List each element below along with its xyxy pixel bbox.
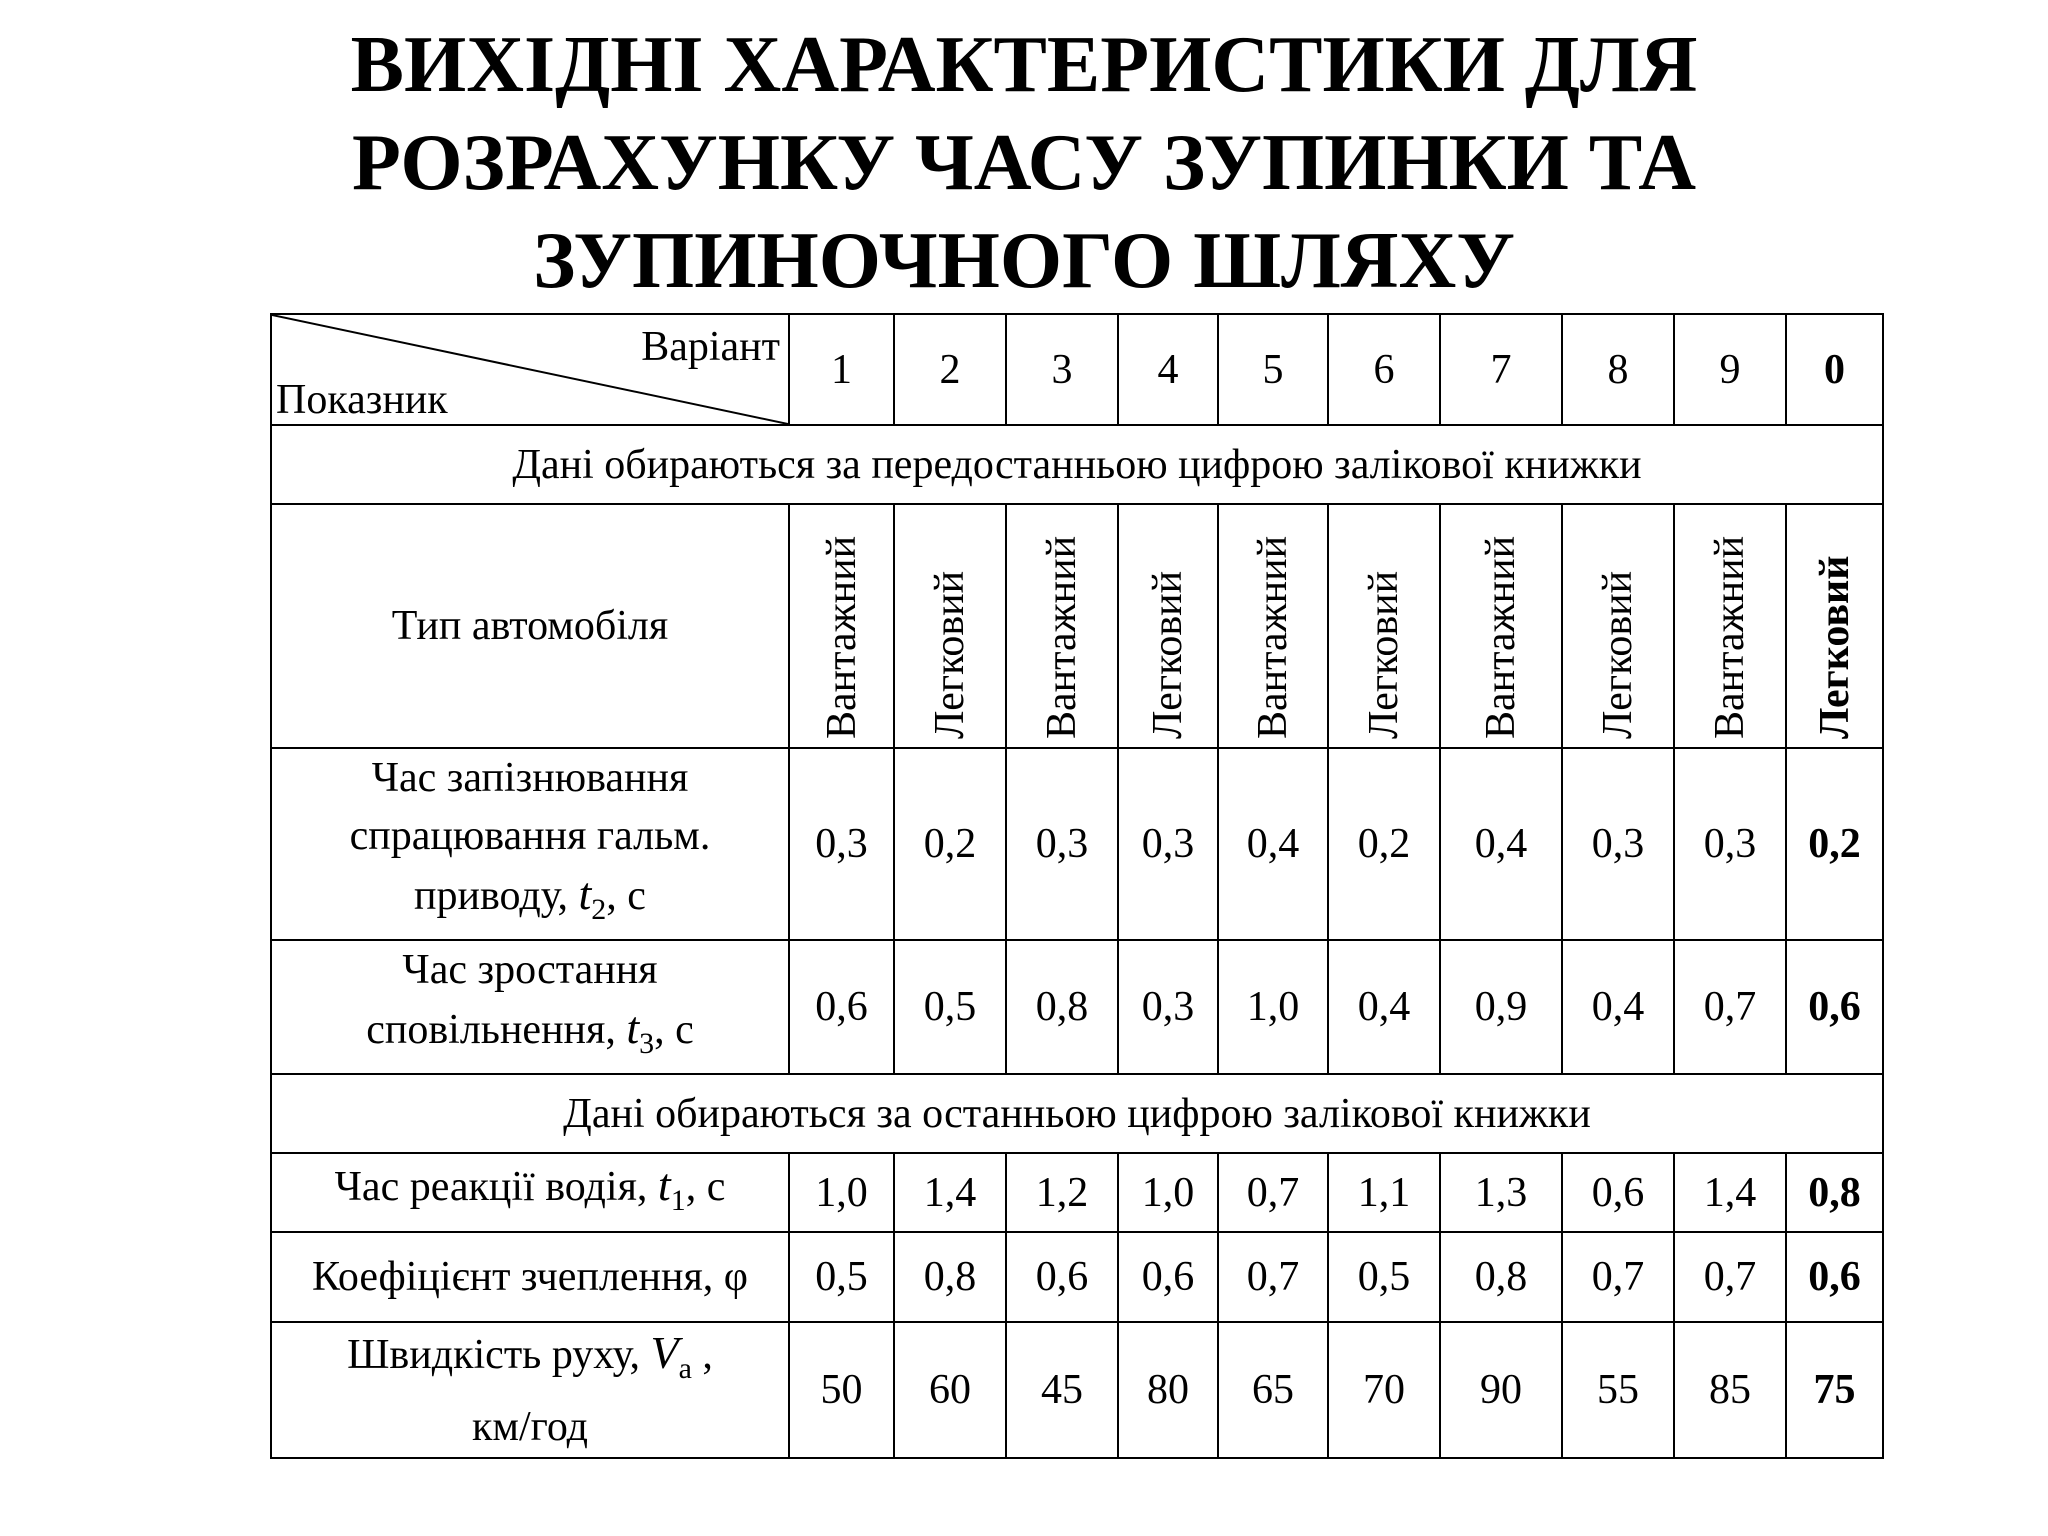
t2-value: 0,3: [1562, 748, 1674, 940]
section-last-digit: Дані обираються за останньою цифрою залікової книжки: [271, 1074, 1883, 1153]
t2-label-line-3: приводу,: [414, 873, 568, 919]
title-line-3: ЗУПИНОЧНОГО ШЛЯХУ: [533, 217, 1515, 305]
t1-label: [271, 1153, 789, 1232]
va-value: 55: [1562, 1322, 1674, 1458]
characteristics-table: [270, 313, 1884, 1459]
t1-value: 0,8: [1786, 1153, 1883, 1232]
section-row-penultimate: [271, 425, 1883, 504]
t3-value: 0,9: [1440, 940, 1562, 1074]
title-line-1: ВИХІДНІ ХАРАКТЕРИСТИКИ ДЛЯ: [350, 21, 1698, 109]
va-value: 60: [894, 1322, 1006, 1458]
car-type-value: Вантажний: [1250, 535, 1296, 739]
variant-header: 2: [894, 314, 1006, 425]
t1-value: 1,4: [894, 1153, 1006, 1232]
phi-value: 0,5: [789, 1232, 894, 1322]
phi-value: 0,8: [894, 1232, 1006, 1322]
va-value: 75: [1786, 1322, 1883, 1458]
va-symbol: V: [650, 1327, 679, 1378]
va-label: [271, 1322, 789, 1458]
va-value: 85: [1674, 1322, 1786, 1458]
phi-value: 0,7: [1562, 1232, 1674, 1322]
t2-value: 0,4: [1440, 748, 1562, 940]
t3-value: 0,6: [1786, 940, 1883, 1074]
t3-row: [271, 940, 1883, 1074]
t1-unit: , с: [685, 1163, 726, 1210]
variant-header: 8: [1562, 314, 1674, 425]
va-value: 65: [1218, 1322, 1328, 1458]
car-type-cell: [789, 504, 894, 748]
phi-value: 0,7: [1674, 1232, 1786, 1322]
t3-value: 0,4: [1328, 940, 1440, 1074]
t3-label: [271, 940, 789, 1074]
car-type-cell: [1786, 504, 1883, 748]
va-value: 80: [1118, 1322, 1218, 1458]
t2-value: 0,2: [1328, 748, 1440, 940]
indicator-label: Показник: [276, 377, 448, 423]
t2-value: 0,4: [1218, 748, 1328, 940]
va-value: 70: [1328, 1322, 1440, 1458]
page-title: [0, 16, 2048, 310]
car-type-cell: [1674, 504, 1786, 748]
t2-row: [271, 748, 1883, 940]
t2-label-line-2: спрацювання гальм.: [349, 813, 711, 859]
t1-label-text: Час реакції водія,: [334, 1163, 648, 1210]
t3-value: 1,0: [1218, 940, 1328, 1074]
t2-value: 0,3: [1006, 748, 1118, 940]
car-type-cell: [1562, 504, 1674, 748]
diagonal-header-cell: [271, 314, 789, 425]
t3-value: 0,8: [1006, 940, 1118, 1074]
variant-label: Варіант: [641, 324, 780, 370]
t2-symbol: t: [578, 868, 592, 919]
t1-value: 1,1: [1328, 1153, 1440, 1232]
t1-symbol: t: [657, 1158, 671, 1210]
car-type-cell: [1328, 504, 1440, 748]
t2-value: 0,2: [894, 748, 1006, 940]
variant-header: 7: [1440, 314, 1562, 425]
t1-row: [271, 1153, 1883, 1232]
t1-value: 0,7: [1218, 1153, 1328, 1232]
phi-value: 0,5: [1328, 1232, 1440, 1322]
t2-unit: , с: [606, 873, 646, 919]
car-type-value: Вантажний: [1039, 535, 1085, 739]
va-value: 45: [1006, 1322, 1118, 1458]
header-row: [271, 314, 1883, 425]
va-label-text: Швидкість руху,: [347, 1332, 640, 1378]
va-value: 50: [789, 1322, 894, 1458]
variant-header: 1: [789, 314, 894, 425]
car-type-label: Тип автомобіля: [271, 504, 789, 748]
t3-symbol: t: [626, 1002, 640, 1053]
t1-subscript: 1: [670, 1183, 686, 1217]
car-type-cell: [1218, 504, 1328, 748]
car-type-value: Вантажний: [818, 535, 865, 739]
phi-value: 0,8: [1440, 1232, 1562, 1322]
t1-value: 0,6: [1562, 1153, 1674, 1232]
variant-header: 0: [1786, 314, 1883, 425]
t2-label: [271, 748, 789, 940]
t2-subscript: 2: [591, 893, 607, 926]
variant-header: 9: [1674, 314, 1786, 425]
car-type-value: Легковий: [1811, 555, 1858, 739]
car-type-cell: [894, 504, 1006, 748]
t1-value: 1,0: [1118, 1153, 1218, 1232]
title-line-2: РОЗРАХУНКУ ЧАСУ ЗУПИНКИ ТА: [351, 119, 1697, 207]
phi-value: 0,6: [1786, 1232, 1883, 1322]
car-type-value: Легковий: [1595, 570, 1641, 739]
variant-header: 3: [1006, 314, 1118, 425]
variant-header: 5: [1218, 314, 1328, 425]
t1-value: 1,4: [1674, 1153, 1786, 1232]
variant-header: 6: [1328, 314, 1440, 425]
va-row: [271, 1322, 1883, 1458]
car-type-value: Вантажний: [1707, 535, 1753, 739]
t3-value: 0,7: [1674, 940, 1786, 1074]
car-type-cell: [1006, 504, 1118, 748]
phi-row: [271, 1232, 1883, 1322]
t3-label-line-2: сповільнення,: [366, 1007, 616, 1053]
va-value: 90: [1440, 1322, 1562, 1458]
variant-header: 4: [1118, 314, 1218, 425]
va-label-line-2: км/год: [472, 1404, 588, 1450]
t3-value: 0,5: [894, 940, 1006, 1074]
section-penultimate-digit: Дані обираються за передостанньою цифрою залікової книжки: [271, 425, 1883, 504]
phi-value: 0,6: [1118, 1232, 1218, 1322]
t1-value: 1,2: [1006, 1153, 1118, 1232]
car-type-value: Вантажний: [1478, 535, 1524, 739]
va-label-suffix: ,: [691, 1332, 713, 1378]
t3-subscript: 3: [639, 1027, 655, 1060]
t2-value: 0,3: [1674, 748, 1786, 940]
car-type-cell: [1118, 504, 1218, 748]
car-type-value: Легковий: [1145, 570, 1191, 739]
t3-value: 0,6: [789, 940, 894, 1074]
phi-value: 0,7: [1218, 1232, 1328, 1322]
t1-value: 1,3: [1440, 1153, 1562, 1232]
car-type-value: Легковий: [1361, 570, 1407, 739]
phi-label: Коефіцієнт зчеплення, φ: [271, 1232, 789, 1322]
section-row-last: [271, 1074, 1883, 1153]
t2-value: 0,2: [1786, 748, 1883, 940]
car-type-cell: [1440, 504, 1562, 748]
t1-value: 1,0: [789, 1153, 894, 1232]
t3-value: 0,4: [1562, 940, 1674, 1074]
va-subscript: а: [678, 1352, 692, 1385]
t2-label-line-1: Час запізнювання: [371, 755, 689, 801]
t3-label-line-1: Час зростання: [402, 947, 658, 993]
car-type-value: Легковий: [927, 570, 973, 739]
t2-value: 0,3: [1118, 748, 1218, 940]
car-type-row: [271, 504, 1883, 748]
t3-value: 0,3: [1118, 940, 1218, 1074]
t2-value: 0,3: [789, 748, 894, 940]
phi-value: 0,6: [1006, 1232, 1118, 1322]
t3-unit: , с: [654, 1007, 694, 1053]
